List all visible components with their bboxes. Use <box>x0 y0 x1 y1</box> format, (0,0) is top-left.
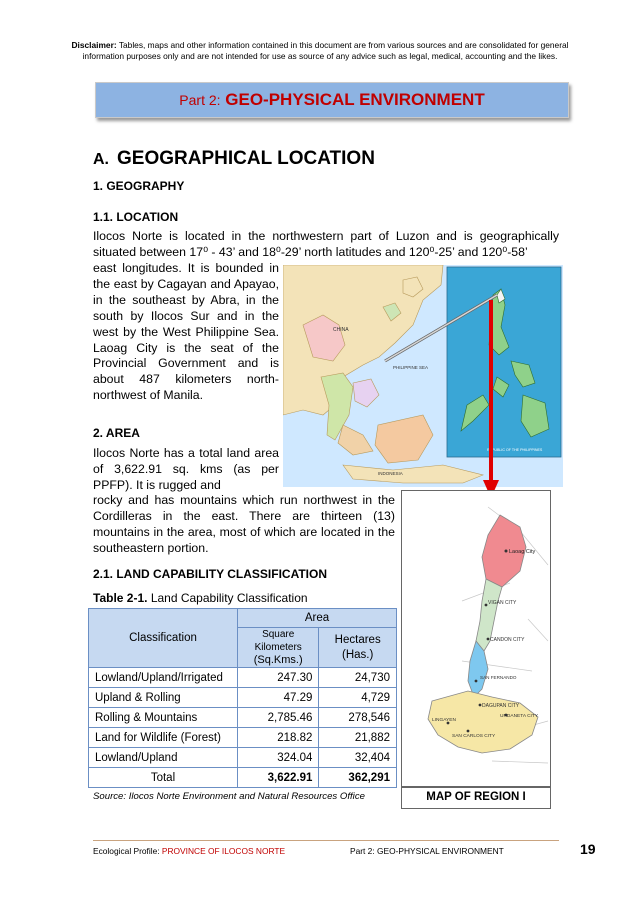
location-heading: 1.1. LOCATION <box>93 210 179 224</box>
section-heading <box>93 148 375 170</box>
col-sqkm-line3: (Sq.Kms.) <box>253 654 303 666</box>
region-label-dagupan: DAGUPAN CITY <box>482 703 520 709</box>
geography-heading: 1. GEOGRAPHY <box>93 179 185 193</box>
red-arrow-icon <box>482 300 500 500</box>
row-classification: Lowland/Upland <box>89 748 238 768</box>
section-letter: A. <box>93 151 109 168</box>
southeast-asia-map-graphic <box>283 265 563 487</box>
col-classification: Classification <box>89 609 238 668</box>
area-text-2: rocky and has mountains which run northwest in the Cordilleras in the east. There are thirteen (13) mountains in the area, most of which are located in the southeastern portion. <box>93 493 395 555</box>
total-sqkm: 3,622.91 <box>238 768 319 788</box>
land-capability-heading: 2.1. LAND CAPABILITY CLASSIFICATION <box>93 567 328 581</box>
footer-divider <box>93 840 559 841</box>
location-text-2: east longitudes. It is bounded in the east by Cagayan and Apayao, in the southeast by Abra, in the south by Ilocos Sur and in the west by the West Philippine Sea. Laoag City is the seat of the Provincial Government and is about 487 kilometers north-northwest of Manila. <box>93 261 279 403</box>
map-label-philippine-sea: PHILIPPINE SEA <box>393 365 429 370</box>
location-text-1: Ilocos Norte is located in the northwestern part of Luzon and is geographically situated between 17⁰ - 43’ and 18⁰-29’ north latitudes and 120⁰-25’ and 120⁰-58’ <box>93 229 559 259</box>
banner-title: GEO-PHYSICAL ENVIRONMENT <box>225 90 485 109</box>
col-sqkm-line2: Kilometers <box>254 642 302 653</box>
row-sqkm: 2,785.46 <box>238 708 319 728</box>
table-source: Source: Ilocos Norte Environment and Natural Resources Office <box>93 791 365 802</box>
table-row <box>89 728 397 748</box>
table-caption <box>93 591 308 605</box>
land-capability-table <box>88 608 397 788</box>
row-ha: 278,546 <box>319 708 397 728</box>
area-heading: 2. AREA <box>93 426 140 440</box>
southeast-asia-map <box>283 265 563 487</box>
table-row <box>89 688 397 708</box>
region-label-san-carlos: SAN CARLOS CITY <box>452 734 496 739</box>
col-ha-line1: Hectares <box>334 633 381 646</box>
region-label-candon: CANDON CITY <box>490 637 525 643</box>
region-label-san-fernando: SAN FERNANDO <box>480 675 517 680</box>
table-title: Land Capability Classification <box>150 591 308 605</box>
footer-province: PROVINCE OF ILOCOS NORTE <box>161 846 286 856</box>
table-row <box>89 748 397 768</box>
col-ha-line2: (Has.) <box>342 648 374 661</box>
total-ha: 362,291 <box>319 768 397 788</box>
disclaimer-label: Disclaimer: <box>71 40 117 50</box>
footer-middle: Part 2: GEO-PHYSICAL ENVIRONMENT <box>350 846 504 856</box>
map-label-indonesia: INDONESIA <box>378 471 403 476</box>
page-number: 19 <box>580 841 596 857</box>
col-ha <box>319 628 397 668</box>
footer-left <box>93 846 285 856</box>
row-sqkm: 47.29 <box>238 688 319 708</box>
col-sqkm <box>238 628 319 668</box>
row-ha: 4,729 <box>319 688 397 708</box>
region-map-graphic <box>402 491 550 787</box>
table-total-row <box>89 768 397 788</box>
banner-prefix: Part 2: <box>179 92 221 108</box>
region-label-vigan: VIGAN CITY <box>488 600 517 606</box>
region-label-laoag: Laoag City <box>509 549 536 555</box>
row-ha: 32,404 <box>319 748 397 768</box>
disclaimer-text: Tables, maps and other information contained in this document are from various sources and are consolidated for general information purposes only and are not intended for use as source of any advice such as legal, medical, accounting and the likes. <box>82 40 569 61</box>
region-map <box>401 490 551 788</box>
section-title: GEOGRAPHICAL LOCATION <box>117 148 375 169</box>
row-ha: 24,730 <box>319 668 397 688</box>
table-row <box>89 668 397 688</box>
row-ha: 21,882 <box>319 728 397 748</box>
region-label-urdaneta: URDANETA CITY <box>500 714 539 719</box>
row-sqkm: 324.04 <box>238 748 319 768</box>
area-text-1: Ilocos Norte has a total land area of 3,622.91 sq. kms (as per PPFP). It is rugged and <box>93 446 279 492</box>
row-classification: Land for Wildlife (Forest) <box>89 728 238 748</box>
table-label: Table 2-1. <box>93 591 148 605</box>
table-row <box>89 708 397 728</box>
row-sqkm: 247.30 <box>238 668 319 688</box>
map-label-republic: REPUBLIC OF THE PHILIPPINES <box>487 448 543 452</box>
row-sqkm: 218.82 <box>238 728 319 748</box>
disclaimer <box>70 40 570 62</box>
map-label-china: CHINA <box>333 327 349 333</box>
col-area: Area <box>238 609 397 628</box>
part-banner <box>95 82 569 118</box>
footer-prefix: Ecological Profile: <box>93 846 160 856</box>
row-classification: Upland & Rolling <box>89 688 238 708</box>
col-sqkm-line1: Square <box>262 629 295 640</box>
row-classification: Rolling & Mountains <box>89 708 238 728</box>
region-map-caption: MAP OF REGION I <box>401 786 551 809</box>
region-label-lingayen: LINGAYEN <box>432 718 456 723</box>
total-label: Total <box>89 768 238 788</box>
row-classification: Lowland/Upland/Irrigated <box>89 668 238 688</box>
